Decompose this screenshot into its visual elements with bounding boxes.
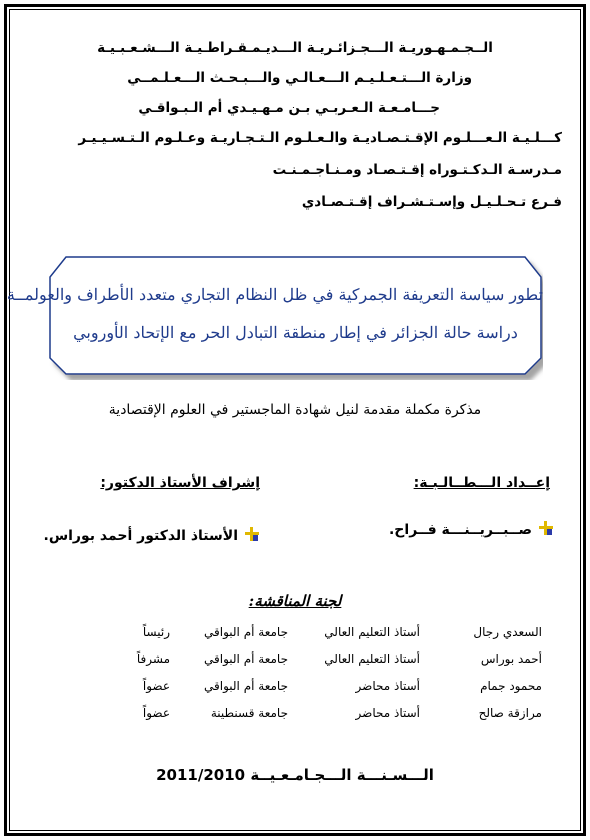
committee-row — [0, 652, 590, 672]
member-name: محمود جمام — [480, 679, 542, 693]
member-institution: جامعة أم البواقي — [204, 625, 288, 639]
committee-row — [0, 706, 590, 726]
header-ministry: وزارة الـــتـعـلـيـم الـــعـالـي والـــبـحـث الـــعـلـمــي — [127, 70, 472, 86]
supervisor-name-item — [44, 526, 261, 546]
member-rank: أستاذ محاضر — [355, 706, 420, 720]
member-name: السعدي رجال — [473, 625, 542, 639]
member-name: مرازقة صالح — [478, 706, 542, 720]
member-role: رئيساً — [142, 625, 170, 639]
title-box-shape — [6, 255, 543, 380]
header-republic: الــجـمـهـوريـة الـــجـزائـريـة الـــديـمـقـراطـيـة الـــشـعـبـيـة — [97, 40, 493, 56]
header-faculty: كـــلـيـة الـعـــلـوم الإقـتـصـاديـة والـعـلـوم الـتـجـاريـة وعـلـوم الـتـسـيـيـر — [78, 130, 562, 146]
student-name-item — [389, 520, 554, 540]
student-label: إعــداد الـــطــالـبـة: — [413, 475, 550, 491]
member-institution: جامعة أم البواقي — [204, 679, 288, 693]
header-branch: فـرع تـحـلـيـل وإسـتـشـراف إقـتـصـادي — [301, 194, 562, 210]
thesis-title-box — [6, 255, 543, 380]
committee-row — [0, 679, 590, 699]
bullet-cross-icon — [244, 526, 260, 546]
thesis-subtitle: مذكرة مكملة مقدمة لنيل شهادة الماجستير في العلوم الإقتصادية — [108, 402, 482, 418]
member-institution: جامعة قسنطينة — [210, 706, 288, 720]
member-institution: جامعة أم البواقي — [204, 652, 288, 666]
thesis-title-line1: تطور سياسة التعريفة الجمركية في ظل النظام التجاري متعدد الأطراف والعولمــة — [6, 285, 543, 304]
header-school: مـدرسـة الـدكـتـوراه إقـتـصـاد ومـنـاجـمـنـت — [272, 162, 562, 178]
student-name: صــبــريــنـــة فــراح. — [388, 522, 532, 538]
member-role: مشرفاً — [136, 652, 170, 666]
academic-year: الـــسـنـــة الـــجـامـعـيــة 2011/2010 — [156, 766, 434, 784]
supervisor-label: إشراف الأستاذ الدكتور: — [100, 475, 260, 491]
header-university: جـــامـعـة الـعـربـي بـن مـهـيـدي أم الـبـواقـي — [138, 100, 440, 116]
bullet-cross-icon — [538, 520, 554, 540]
thesis-title-line2: دراسة حالة الجزائر في إطار منطقة التبادل الحر مع الإتحاد الأوروبي — [73, 323, 518, 342]
member-role: عضواً — [142, 679, 170, 693]
member-rank: أستاذ التعليم العالي — [324, 625, 420, 639]
member-rank: أستاذ محاضر — [355, 679, 420, 693]
committee-row — [0, 625, 590, 645]
member-role: عضواً — [142, 706, 170, 720]
supervisor-name: الأستاذ الدكتور أحمد بوراس. — [43, 528, 238, 544]
member-name: أحمد بوراس — [480, 652, 542, 666]
member-rank: أستاذ التعليم العالي — [324, 652, 420, 666]
committee-title: لجنة المناقشة: — [248, 592, 342, 610]
